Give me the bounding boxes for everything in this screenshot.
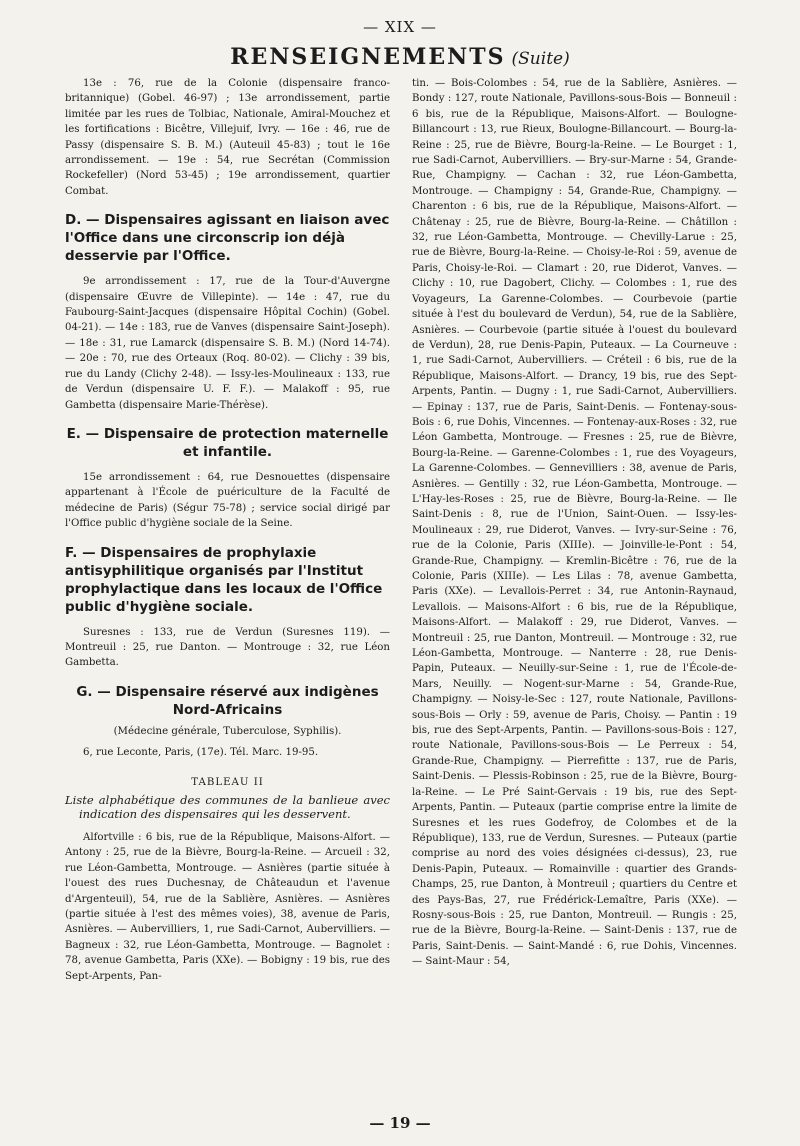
commune-list-start: Alfortville : 6 bis, rue de la République, Maisons-Alfort. — Antony : 25, rue de la Bièvre, Bourg-la-Reine. — Arcueil : 32, rue Léon-Gambetta, Montrouge. — Asnières (partie située à l'ouest des rues Duchesnay, de Châteaudun et l'avenue d'Argenteuil), 54, rue de la Sablière, Asnières. — Asnières (partie située à l'est des mêmes voies), 38, avenue de Paris, Asnières. — Aubervilliers, 1, rue Sadi-Carnot, Aubervilliers. — Bagneux : 32, rue Léon-Gambetta, Montrouge. — Bagnolet : 78, avenue Gambetta, Paris (XXe). — Bobigny : 19 bis, rue des Sept-Arpents, Pan- xyxy=(65,831,390,982)
roman-page-number: — XIX — xyxy=(363,18,437,36)
section-d-heading: D. — Dispensaires agissant en liaison avec l'Office dans une circonscrip ion déjà desservie par l'Office. xyxy=(65,212,390,265)
intro-paragraph: 13e : 76, rue de la Colonie (dispensaire franco-britannique) (Gobel. 46-97) ; 13e arrondissement, partie limitée par les rues de Tolbiac, Nationale, Amiral-Mouchez et les fortifications : Bicêtre, Villejuif, Ivry. — 16e : 46, rue de Passy (dispensaire S. B. M.) (Auteuil 45-83) ; tout le 16e arrondissement. — 19e : 54, rue Secrétan (Commission Rockefeller) (Nord 53-45) ; 19e arrondissement, quartier Combat. xyxy=(65,78,390,197)
section-g-heading: G. — Dispensaire réservé aux indigènes Nord-Africains xyxy=(76,683,379,718)
tableau-heading: TABLEAU II xyxy=(191,776,264,788)
section-e-body: 15e arrondissement : 64, rue Desnouettes (dispensaire appartenant à l'École de puériculture de la Faculté de médecine de Paris) (Ségur 75-78) ; service social dirigé par l'Office public d'hygiène sociale de la Seine. xyxy=(65,471,390,530)
section-g-body: 6, rue Leconte, Paris, (17e). Tél. Marc. 19-95. xyxy=(83,747,319,759)
section-g-subtitle: (Médecine générale, Tuberculose, Syphilis). xyxy=(113,725,342,737)
page-title xyxy=(0,44,800,70)
title-text: RENSEIGNEMENTS xyxy=(230,44,506,70)
page-number: — 19 — xyxy=(369,1114,431,1132)
right-column xyxy=(412,76,737,970)
title-suite: (Suite) xyxy=(511,49,570,69)
section-e-heading: E. — Dispensaire de protection maternelle et infantile. xyxy=(66,425,389,460)
commune-list-continued: tin. — Bois-Colombes : 54, rue de la Sablière, Asnières. — Bondy : 127, route Nationale, Pavillons-sous-Bois — Bonneuil : 6 bis, rue de la République, Maisons-Alfort. — Boulogne-Billancourt : 13, rue Rieux, Boulogne-Billancourt. — Bourg-la-Reine : 25, rue de Bièvre, Bourg-la-Reine. — Le Bourget : 1, rue Sadi-Carnot, Aubervilliers. — Bry-sur-Marne : 54, Grande-Rue, Champigny. — Cachan : 32, rue Léon-Gambetta, Montrouge. — Champigny : 54, Grande-Rue, Champigny. — Charenton : 6 bis, rue de la République, Maisons-Alfort. — Châtenay : 25, rue de Bièvre, Bourg-la-Reine. — Châtillon : 32, rue Léon-Gambetta, Montrouge. — Chevilly-Larue : 25, rue de Bièvre, Bourg-la-Reine. — Choisy-le-Roi : 59, avenue de Paris, Choisy-le-Roi. — Clamart : 20, rue Diderot, Vanves. — Clichy : 10, rue Dagobert, Clichy. — Colombes : 1, rue des Voyageurs, La Garenne-Colombes. — Courbevoie (partie située à l'est du boulevard de Verdun), 54, rue de la Sablière, Asnières. — Courbevoie (partie située à l'ouest du boulevard de Verdun), 28, rue Denis-Papin, Puteaux. — La Courneuve : 1, rue Sadi-Carnot, Aubervilliers. — Créteil : 6 bis, rue de la République, Maisons-Alfort. — Drancy, 19 bis, rue des Sept-Arpents, Pantin. — Dugny : 1, rue Sadi-Carnot, Aubervilliers. — Epinay : 137, rue de Paris, Saint-Denis. — Fontenay-sous-Bois : 6, rue Dohis, Vincennes. — Fontenay-aux-Roses : 32, rue Léon Gambetta, Montrouge. — Fresnes : 25, rue de Bièvre, Bourg-la-Reine. — Garenne-Colombes : 1, rue des Voyageurs, La Garenne-Colombes. — Gennevilliers : 38, avenue de Paris, Asnières. — Gentilly : 32, rue Léon-Gambetta, Montrouge. — L'Hay-les-Roses : 25, rue de Bièvre, Bourg-la-Reine. — Ile Saint-Denis : 8, rue de l'Union, Saint-Ouen. — Issy-les-Moulineaux : 29, rue Diderot, Vanves. — Ivry-sur-Seine : 76, rue de la Colonie, Paris (XIIIe). — Joinville-le-Pont : 54, Grande-Rue, Champigny. — Kremlin-Bicêtre : 76, rue de la Colonie, Paris (XIIIe). — Les Lilas : 78, avenue Gambetta, Paris (XXe). — Levallois-Perret : 34, rue Antonin-Raynaud, Levallois. — Maisons-Alfort : 6 bis, rue de la République, Maisons-Alfort. — Malakoff : 29, rue Diderot, Vanves. — Montreuil : 25, rue Danton, Montreuil. — Montrouge : 32, rue Léon-Gambetta, Montrouge. — Nanterre : 28, rue Denis-Papin, Puteaux. — Neuilly-sur-Seine : 1, rue de l'École-de-Mars, Neuilly. — Nogent-sur-Marne : 54, Grande-Rue, Champigny. — Noisy-le-Sec : 127, route Nationale, Pavillons-sous-Bois — Orly : 59, avenue de Paris, Choisy. — Pantin : 19 bis, rue des Sept-Arpents, Pantin. — Pavillons-sous-Bois : 127, route Nationale, Pavillons-sous-Bois — Le Perreux : 54, Grande-Rue, Champigny. — Pierrefitte : 137, rue de Paris, Saint-Denis. — Plessis-Robinson : 25, rue de la Bièvre, Bourg-la-Reine. — Le Pré Saint-Gervais : 19 bis, rue des Sept-Arpents, Pantin. — Puteaux (partie comprise entre la limite de Suresnes et les rues Godefroy, de Colombes et de la République), 133, rue de Verdun, Suresnes. — Puteaux (partie comprise au nord des voies désignées ci-dessus), 23, rue Denis-Papin, Puteaux. — Romainville : quartier des Grands-Champs, 25, rue Danton, à Montreuil ; quartiers du Centre et des Pays-Bas, 27, rue Frédérick-Lemaître, Paris (XXe). — Rosny-sous-Bois : 25, rue Danton, Montreuil. — Rungis : 25, rue de la Bièvre, Bourg-la-Reine. — Saint-Denis : 137, rue de Paris, Saint-Denis. — Saint-Mandé : 6, rue Dohis, Vincennes. — Saint-Maur : 54, xyxy=(412,78,737,968)
left-column xyxy=(65,76,390,984)
tableau-subtitle: Liste alphabétique des communes de la banlieue avec indication des dispensaires qui les desservent. xyxy=(65,792,390,822)
section-f-heading: F. — Dispensaires de prophylaxie antisyphilitique organisés par l'Institut prophylactique dans les locaux de l'Office public d'hygiène sociale. xyxy=(65,544,383,615)
section-d-body: 9e arrondissement : 17, rue de la Tour-d'Auvergne (dispensaire Œuvre de Villepinte). — 14e : 47, rue du Faubourg-Saint-Jacques (dispensaire Hôpital Cochin) (Gobel. 04-21). — 14e : 183, rue de Vanves (dispensaire Saint-Joseph). — 18e : 31, rue Lamarck (dispensaire S. B. M.) (Nord 14-74). — 20e : 70, rue des Orteaux (Roq. 80-02). — Clichy : 39 bis, rue du Landy (Clichy 2-48). — Issy-les-Moulineaux : 133, rue de Verdun (dispensaire U. F. F.). — Malakoff : 95, rue Gambetta (dispensaire Marie-Thérèse). xyxy=(65,276,390,411)
section-f-body: Suresnes : 133, rue de Verdun (Suresnes 119). — Montreuil : 25, rue Danton. — Montrouge : 32, rue Léon Gambetta. xyxy=(65,626,390,669)
